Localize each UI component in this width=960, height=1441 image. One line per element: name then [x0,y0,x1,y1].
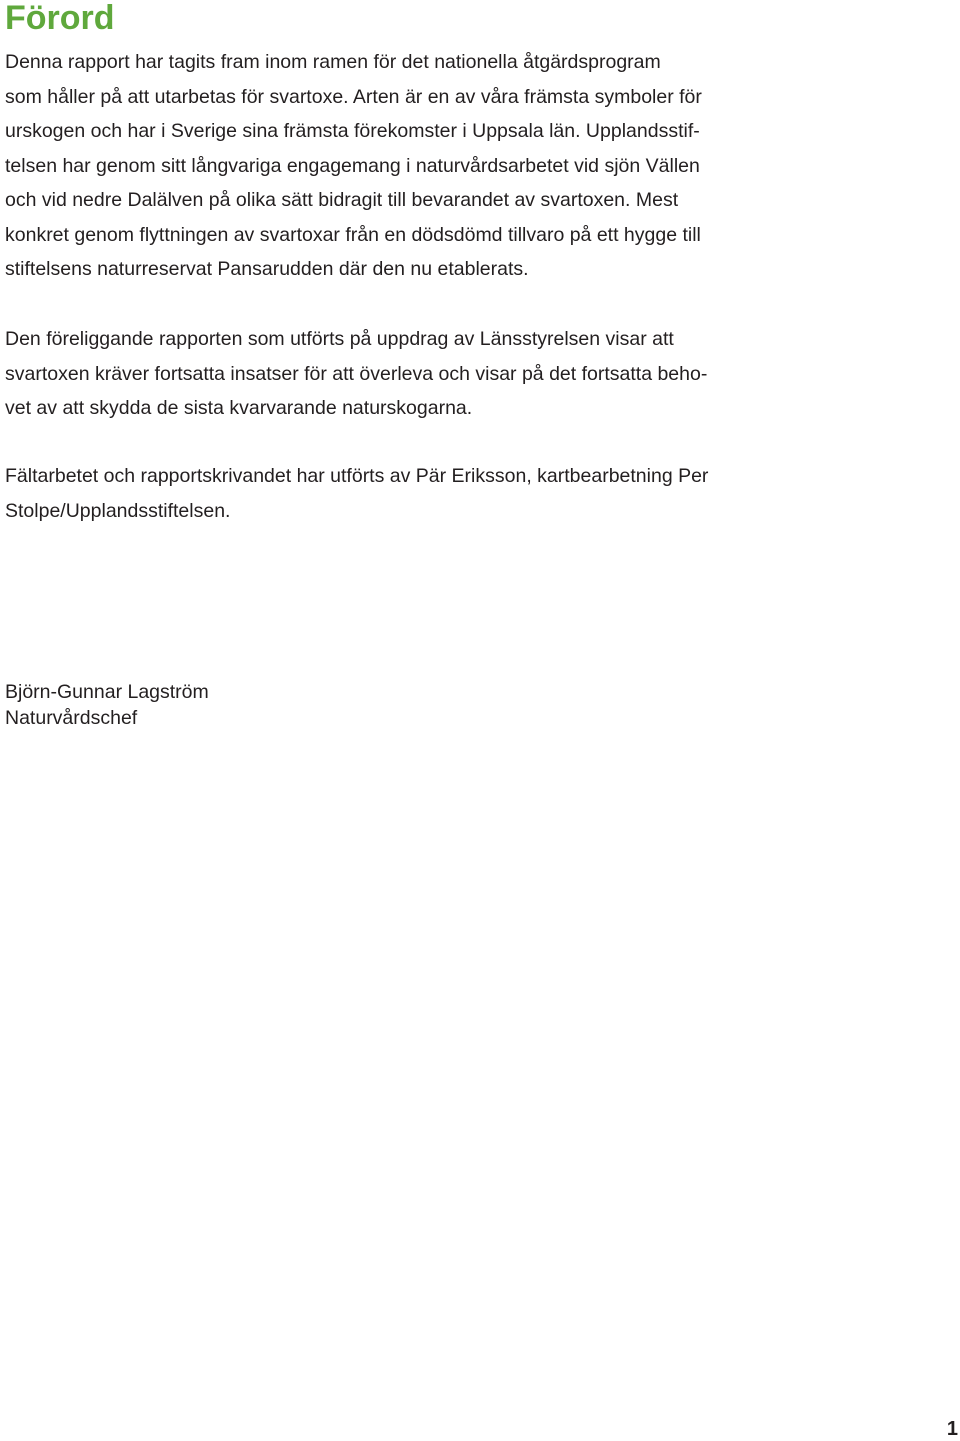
page-title: Förord [5,0,115,37]
paragraph-report: Den föreliggande rapporten som utförts på uppdrag av Länsstyrelsen visar att svartoxen kräver fortsatta insatser för att överleva och visar på det fortsatta beho- vet av att skydda de sista kvarvarande naturskogarna. [5,328,708,419]
paragraph-intro: Denna rapport har tagits fram inom ramen för det nationella åtgärdsprogram som håller på att utarbetas för svartoxe. Arten är en av våra främsta symboler för urskogen och har i Sverige sina främsta förekomster i Uppsala län. Upplandsstif- telsen har genom sitt långvariga engagemang i naturvårdsarbetet vid sjön Vällen och vid nedre Dalälven på olika sätt bidragit till bevarandet av svartoxen. Mest konkret genom flyttningen av svartoxar från en dödsdömd tillvaro på ett hygge till stiftelsens naturreservat Pansarudden där den nu etablerats. [5,51,702,280]
signature-name: Björn-Gunnar Lagström [5,681,209,703]
page-number: 1 [946,1418,958,1440]
signature-title: Naturvårdschef [5,707,138,729]
paragraph-credits: Fältarbetet och rapportskrivandet har utförts av Pär Eriksson, kartbearbetning Per Stolpe/Upplandsstiftelsen. [5,465,709,522]
